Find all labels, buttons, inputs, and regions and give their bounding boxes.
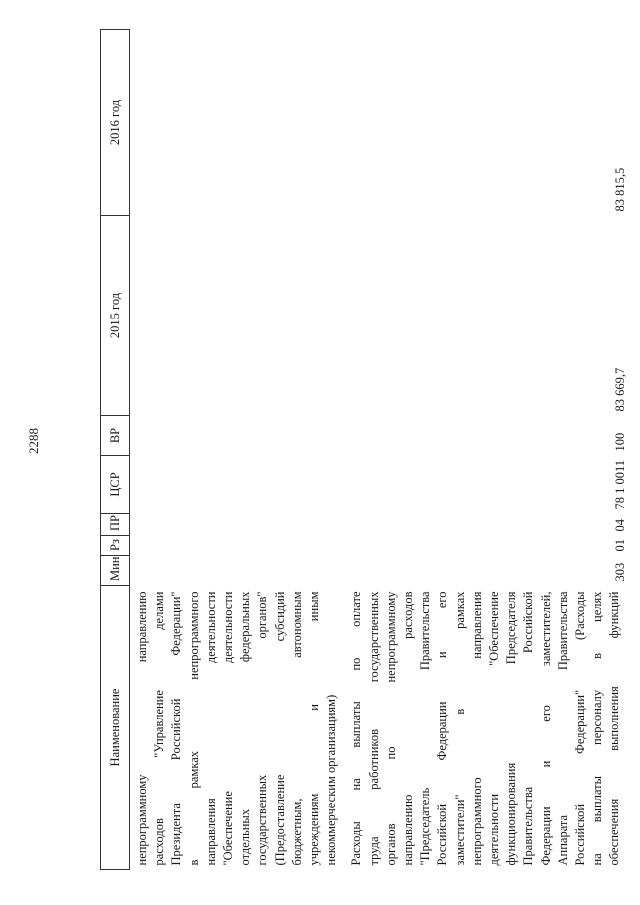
row-1-rz	[130, 536, 345, 556]
budget-table-sheet	[100, 30, 627, 870]
row-2-csr: 78 1 0011	[612, 459, 627, 510]
row-1-line: некоммерческим организациям)	[324, 694, 339, 866]
row-1-pr	[130, 514, 345, 536]
row-1-line: государственных органов"	[255, 591, 270, 866]
row-1-line: (Предоставление субсидий	[272, 591, 287, 866]
row-2-line: непрограммного направления	[469, 591, 484, 866]
row-2-line: Правительства Российской	[521, 591, 536, 866]
row-2-line: труда работников государственных	[366, 591, 381, 866]
row-2-line: Российской Федерации и его	[435, 591, 450, 866]
row-2-line: заместители" в рамках	[452, 591, 467, 866]
row-1-2016	[130, 30, 345, 216]
row-2-line: обеспечения выполнения функций	[607, 591, 622, 866]
row-2-line: Федерации и его заместителей,	[538, 591, 553, 866]
row-1-line: "Обеспечение деятельности	[221, 591, 236, 866]
header-2016: 2016 год	[101, 30, 130, 216]
row-1-line: направления деятельности	[203, 591, 218, 866]
header-vr: ВР	[101, 416, 130, 456]
page-number: 2288	[26, 428, 41, 454]
row-1-line: в рамках непрограммного	[186, 591, 201, 866]
row-1-line: Президента Российской Федерации"	[169, 591, 184, 866]
row-2-line: на выплаты персоналу в целях	[590, 591, 605, 866]
row-2-line: Российской Федерации" (Расходы	[573, 591, 588, 866]
row-2-line: направлению расходов	[401, 591, 416, 866]
header-2015: 2015 год	[101, 216, 130, 416]
row-2-2016: 83 815,5	[612, 167, 627, 212]
header-min: Мин	[101, 556, 130, 586]
row-2-min: 303	[612, 562, 627, 582]
row-2-pr: 04	[612, 519, 627, 532]
row-2-line: "Председатель Правительства	[418, 591, 433, 866]
row-2-line: Расходы на выплаты по оплате	[349, 591, 364, 866]
row-1-vr	[130, 416, 345, 456]
header-rz: Рз	[101, 536, 130, 556]
row-1-line: учреждениям и иным	[307, 591, 322, 866]
row-1-min	[130, 556, 345, 586]
header-pr: ПР	[101, 514, 130, 536]
row-2-vr: 100	[612, 432, 627, 452]
budget-table	[100, 29, 628, 870]
row-1-line: отдельных федеральных	[238, 591, 253, 866]
table-row	[130, 30, 345, 870]
row-name-cell	[344, 586, 627, 870]
table-row	[344, 30, 627, 870]
row-name-cell	[130, 586, 345, 870]
row-2-2015: 83 669,7	[612, 367, 627, 412]
table-header-row	[101, 30, 130, 870]
row-1-line: бюджетным, автономным	[289, 591, 304, 866]
row-1-csr	[130, 456, 345, 514]
row-2-line: Аппарата Правительства	[555, 591, 570, 866]
row-1-2015	[130, 216, 345, 416]
row-2-line: органов по непрограммному	[383, 591, 398, 866]
header-name: Наименование	[101, 586, 130, 870]
row-1-line: непрограммному направлению	[135, 591, 149, 866]
header-csr: ЦСР	[101, 456, 130, 514]
row-1-line: расходов "Управление делами	[152, 591, 167, 866]
row-2-rz: 01	[612, 539, 627, 552]
row-2-line: деятельности "Обеспечение	[487, 591, 502, 866]
row-2-line: функционирования Председателя	[504, 591, 519, 866]
